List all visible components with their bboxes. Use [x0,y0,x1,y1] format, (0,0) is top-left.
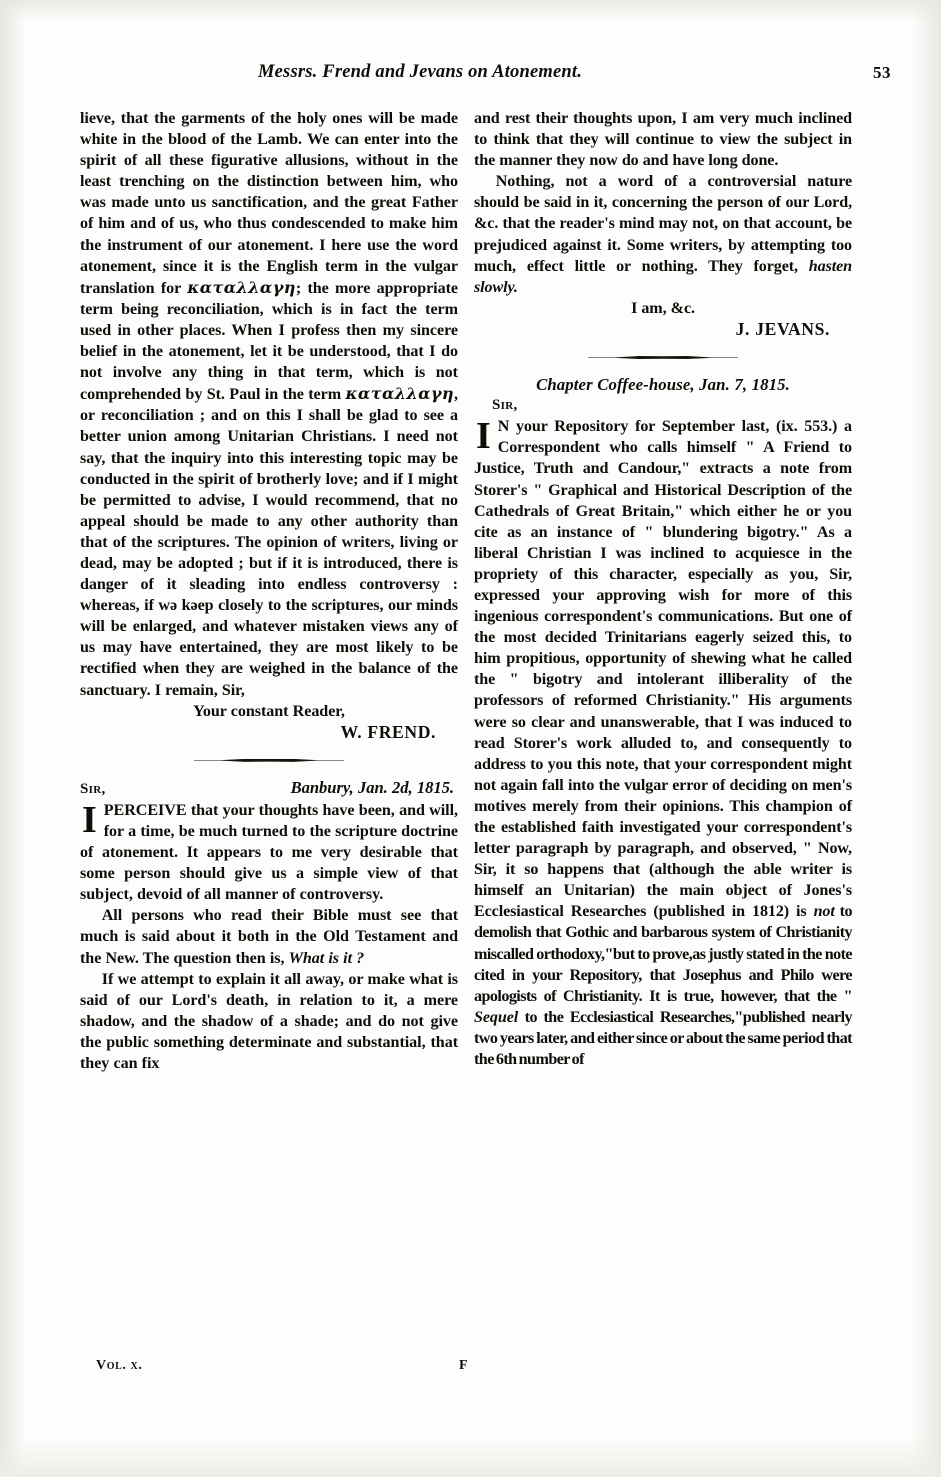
drop-cap-letter: I [476,415,491,458]
dateline-chapter-coffee-house: Chapter Coffee-house, Jan. 7, 1815. [536,375,790,395]
ornament-bar-icon [588,356,738,359]
paragraph-all-persons [80,905,458,968]
ornament-divider [474,345,852,371]
emphasis-what-is-it: What is it ? [288,949,365,967]
paragraph-text: to demolish that Gothic and barbarous system of Christianity miscalled orthodoxy,"but to prove,as justly stated in the note cited in your Repository, that Josephus and Philo were apologists of Christianity. It is true, however, that the " [474,903,852,1005]
emphasis-hasten-slowly: hasten slowly. [474,257,852,296]
running-head [78,62,891,92]
emphasis-sequel: Sequel [474,1008,519,1026]
paragraph-text: PERCEIVE that your thoughts have been, and will, for a time, be much turned to the scripture doctrine of atonement. It appears to me very desirable that some person should give us a simple view of that subject, devoid of all manner of controversy. [80,801,458,904]
dropcap-paragraph [80,800,458,905]
left-text-column [80,108,458,1074]
letter-signature-frend: W. FREND. [340,721,436,742]
paragraph-text: lieve, that the garments of the holy ones will be made white in the blood of the Lamb. We can enter into the spirit of all these figurative allusions, without in the least trenching on the distinction between him, who was made unto us sanctification, and the great Father of him and of us, who thus condescended to make him the instrument of our atonement. I here use the word atonement, since it is the English term in the vulgar translation for [80,110,458,297]
dateline-banbury: Banbury, Jan. 2d, 1815. [290,777,454,797]
ornament-divider [80,748,458,774]
paragraph-nothing [474,171,852,298]
paragraph-continued: and rest their thoughts upon, I am very much inclined to think that they will continue to view the subject in the manner they now do and have long done. [474,110,852,170]
letter-closing-line: Your constant Reader, [193,702,345,720]
paragraph-text: , or reconciliation ; and on this I shall be glad to see a better union among Unitarian Christians. I need not say, that the inquiry into this interesting topic may be conducted in the spirit of brotherly love; and if I might be permitted to advise, I would recommend, that no appeal should be made to any other authority than that of the scriptures. The opinion of writers, living or dead, may be adopted ; but if it is introduced, there is danger of it sleading into endless controversy : whereas, if wə kəep closely to the scriptures, our minds will be enlarged, and whatever mistaken views any of us may have entertained, they are most likely to be rectified when they are weighed in the balance of the sanctuary. I remain, Sir, [80,386,458,699]
dropcap-paragraph [474,416,852,1070]
signature-mark: F [459,1358,468,1373]
paragraph-text: Nothing, not a word of a controversial nature should be said in it, concerning the person of our Lord, &c. that the reader's mind may not, on that account, be prejudiced against it. Some writers, by attempting too much, effect little or nothing. They forget, [474,173,852,275]
page-edge-shading-top [0,0,941,22]
salutation-sir: Sir, [80,780,106,797]
paragraph-text: N your Repository for September last, (ix. 553.) a Correspondent who calls himself " A Friend to Justice, Truth and Candour," extracts a note from Storer's " Graphical and Historical Description of the Cathedrals of Great Britain," which either he or you cite as an instance of " blundering bigotry." As a liberal Christian I was inclined to acquiesce in the propriety of this character, especially as you, Sir, expressed your approving wish for more of this ingenious correspondent's communications. But one of the most decided Trinitarians eagerly seized this, to him propitious, opportunity of shewing what he called the " bigotry and intolerant illiberality of the professors of reformed Christianity." His arguments were so clear and unanswerable, that I was induced to read Storer's work alluded to, and consequently to address to you this note, that your correspondent might not again fall into the vulgar error of deciding on men's motives merely from their opinions. This champion of the established faith investigated your correspondent's letter paragraph by paragraph, and observed, " Now, Sir, it so happens that (although the able writer is himself an Unitarian) the main object of Jones's Ecclesiastical Researches (published in 1812) is [474,418,852,921]
greek-term-katallage-1: καταλλαγη [187,277,296,297]
paragraph-text: All persons who read their Bible must see that much is said about it both in the Old Testament and the New. The question then is, [80,907,458,967]
page-footer [96,1358,476,1374]
letter-closing-line: I am, &c. [631,299,695,317]
drop-cap-letter: I [82,798,97,841]
page-edge-shading-bottom [0,1437,941,1477]
paragraph-text: to the Ecclesiastical Researches,"published nearly two years later, and either since or about the same period that the 6th number of [474,1008,852,1069]
page-edge-shading-left [0,0,26,1477]
letter-signature-jevans: J. JEVANS. [735,318,830,339]
paragraph-if-we-attempt: If we attempt to explain it all away, or make what is said of our Lord's death, in relation to it, a mere shadow, and the shadow of a shade; and do not give the public something determinate and substantial, that they can fix [80,970,458,1073]
running-head-title: Messrs. Frend and Jevans on Atonement. [258,62,583,82]
ornament-bar-icon [194,759,344,762]
paragraph-text [474,416,852,1070]
paragraph-continued [80,108,458,701]
greek-term-katallage-2: καταλλαγη [345,384,455,404]
page-edge-shading-right [911,0,941,1477]
emphasis-not: not [813,903,835,921]
right-text-column [474,108,852,1070]
page-number: 53 [873,63,891,82]
paragraph-text: ; the more appropriate term being reconciliation, which is in fact the term used in other places. When I profess then my sincere belief in the atonement, let it be understood, that I do not involve any thing in that term, which is not comprehended by St. Paul in the term [80,279,459,404]
volume-label: Vol. x. [96,1358,143,1373]
letter-dateline-row [80,777,458,800]
salutation-sir: Sir, [492,397,518,414]
